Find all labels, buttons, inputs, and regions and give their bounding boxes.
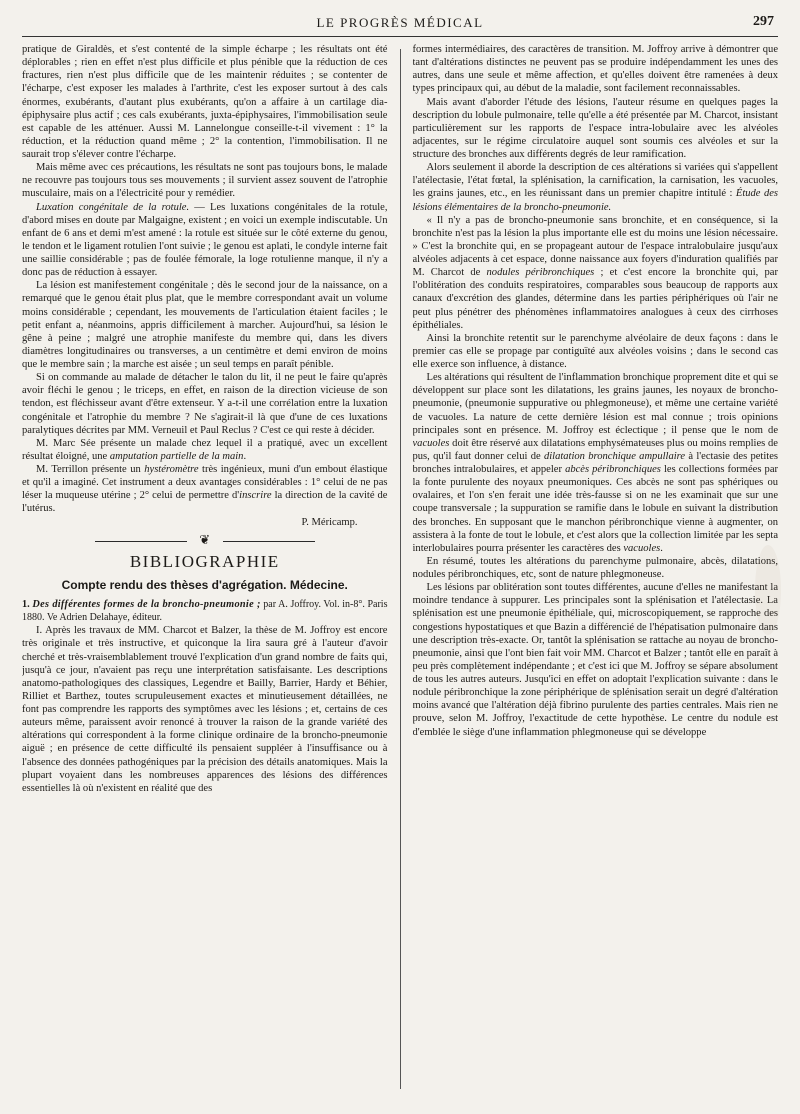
emphasis: dilatation bronchique ampullaire <box>543 450 686 462</box>
text-run: Alors seulement il aborde la description de ces altérations si variées qui s'appellent l'atélectasie, l'état fœtal, la splénisation, la carnification, la carnisation, les vacuoles, les grains jaunes, etc., en les réunissant dans un premier chapitre intitulé : <box>412 162 778 200</box>
emphasis: abcès péribronchiques <box>565 464 661 475</box>
section-title: BIBLIOGRAPHIE <box>129 551 280 571</box>
paper-stain <box>755 545 781 635</box>
right-column <box>413 43 779 1107</box>
paragraph: Les lésions par oblitération sont toutes différentes, aucune d'elles ne manifestant la moindre tendance à suppurer. Les principales sont la splénisation et l'atélectasie. La splénisation est une pneumonie épithéliale, qui, microscopiquement, se rapproche des congestions hypostatiques et que Bazin a différencié de l'hépatisation pulmonaire dans une description très-exacte. Or, tantôt la splénisation se rattache au noyau de broncho-pneumonie, ainsi que l'ont bien fait voir MM. Charcot et Balzer ; tantôt elle en paraît à peu près complètement indépendante ; et c'est ici que M. Joffroy se sépare absolument de tous les autres auteurs. Jusqu'ici en effet on adoptait l'explication suivante : dans le nodule péribronchique la zone périphérique de splénisation serait un degré d'altération moins avancé que l'altération déjà fibrino purulente des parties centrales. Mais rien ne prouve, selon M. Joffroy, l'exactitude de cette hypothèse. Le centre du nodule est d'emblée le siège d'une inflammation phlegmoneuse qui se développe <box>412 582 778 738</box>
emphasis: amputation partielle de la main <box>109 450 244 462</box>
subsection-title: Compte rendu des thèses d'agrégation. Médecine. <box>61 577 348 592</box>
text-run: ; et c'est encore la bronchite qui, par l'oblitération des conduits respiratoires, comparables sous beaucoup de rapports aux canaux d'excrétion des glandes, détermine dans les parties périphériques où l'air ne peut plus pénétrer des phénomènes inflammatoires analogues à ceux des cirrhoses épithéliales. <box>412 267 778 331</box>
text-run: à l'ectasie des petites bronches intralobulaires, et appeler <box>412 450 778 475</box>
paragraph: La lésion est manifestement congénitale ; dès le second jour de la naissance, on a remarqué que le genou était plus plat, que le membre correspondant avait un volume moins considérable ; cependant, les mouvements de l'articulation étaient faciles ; le petit enfant a, néanmoins, appris difficilement à marcher. Aujourd'hui, sa lésion le gêne à peine ; malgré une atrophie manifeste du membre qui, dans les divers diamètres longitudinaires ou transverses, a un centimètre et demi environ de moins que le membre sain ; la marche est aisée ; un seul temps en paraît pénible. <box>22 280 388 370</box>
page-number: 297 <box>753 14 774 29</box>
emphasis: vacuoles <box>623 542 661 554</box>
paragraph: formes intermédiaires, des caractères de transition. M. Joffroy arrive à démontrer que tant d'altérations distinctes ne peuvent pas se produire indépendamment les unes des autres, dans une seule et même affection, et qu'elles doivent être ramenées à deux types principaux qui, au début de la maladie, sont facilement reconnaissables. <box>412 44 778 95</box>
ornament-rule-left <box>95 541 187 542</box>
two-column-body <box>22 43 778 1107</box>
section-ornament <box>95 531 315 547</box>
paragraph: En résumé, toutes les altérations du parenchyme pulmonaire, abcès, dilatations, nodules péribronchiques, etc, sont de nature phlegmoneuse. <box>412 555 778 580</box>
paragraph: Mais même avec ces précautions, les résultats ne sont pas toujours bons, le malade ne recouvre pas toujours tous ses mouvements ; il survient assez souvent de l'atrophie musculaire, mais on a l'électricité pour y remédier. <box>22 162 388 200</box>
entry-number: 1. <box>22 598 30 610</box>
text-run: doit être réservé aux dilatations emphysémateuses plus ou moins remplies de pus, qu'il faut donner celui de <box>412 437 778 462</box>
paragraph <box>413 214 779 332</box>
paragraph-terrillon <box>22 463 388 516</box>
emphasis: inscrire <box>239 490 272 502</box>
emphasis: Étude des lésions élémentaires de la broncho-pneumonie. <box>412 188 778 213</box>
text-run: la direction de la cavité de l'utérus. <box>22 490 388 515</box>
flourish-icon: ❦ <box>199 531 211 547</box>
author-name: M. Terrillon <box>36 464 89 475</box>
paragraph: I. Après les travaux de MM. Charcot et Balzer, la thèse de M. Joffroy est encore très originale et très instructive, et quiconque la lira saura gré à l'auteur d'avoir cherché et très-vraisemblablement trouvé l'explication d'un grand nombre de faits qui, jusqu'à ce jour, n'avaient pas reçu une interprétation satisfaisante. Les descriptions anatomo-pathologiques des classiques, Legendre et Bailly, Barrier, Hardy et Béhier, Rilliet et Barthez, toutes scrupuleusement exactes et minutieusement détaillées, ne font pas comprendre les rapports des symptômes avec les lésions ; et, certains de ces auteurs même, paraissent avoir renoncé à trouver la raison de la grande variété des altérations qui correspondent à la forme clinique ordinaire de la broncho-pneumonie aiguë ; en présence de cette difficulté ils pensaient suppléer à l'insuffisance ou à l'absence des données pathogéniques par la précision des détails anatomiques. Mais la plupart voyaient dans les nombreuses apparences des lésions des différences essentielles là où n'existent en réalité que des <box>22 625 388 794</box>
left-column <box>22 43 388 1107</box>
entry-title: Des différentes formes de la broncho-pneumonie ; <box>32 598 261 610</box>
paragraph: pratique de Giraldès, et s'est contenté de la simple écharpe ; les résultats ont été déplorables ; rien en effet n'est plus difficile et plus pénible que la réduction de ces fractures, rien n'est plus difficile que de les maintenir réduites ; se contenter de l'écharpe, c'est exposer les malades à l'arthrite, c'est les exposer surtout à des cals énormes, exubérants, d'autant plus exubérants, qu'on a affaire à un cartilage dia-épiphysaire plus actif ; ces cals exubérants, juxta-épiphysaires, l'immobilisation seule est capable de les atténuer. Aussi M. Lannelongue conseille-t-il vivement : 1° la réduction, et la réduction quand même ; 2° la contention, l'immobilisation. Il ne saurait trop s'élever contre l'écharpe. <box>22 44 388 160</box>
emphasis: nodules péribronchiques <box>486 267 595 279</box>
paragraph-luxation <box>22 201 388 280</box>
text-run: présente un malade chez lequel il a pratiqué, avec un excellent résultat éloigné, une <box>22 437 388 462</box>
paragraph: Si on commande au malade de détacher le talon du lit, il ne peut le faire qu'après avoir fléchi le genou ; le triceps, en effet, en raison de la direction vicieuse de son tendon, est fléchisseur avant d'être extenseur. Y a-t-il une corrélation entre la luxation congénitale et l'atrophie du membre ? Ne s'agirait-il là que d'une de ces luxations paralytiques décrites par MM. Verneuil et Paul Reclus ? C'est ce qui reste à décider. <box>22 372 388 436</box>
author-name: M. Marc Sée <box>36 437 96 449</box>
paragraph-marc-see <box>22 437 388 463</box>
paragraph: Mais avant d'aborder l'étude des lésions, l'auteur résume en quelques pages la description du lobule pulmonaire, telle qu'elle a été présentée par M. Charcot, insistant particulièrement sur les rapports de l'espace intra-lobulaire avec les alvéoles adjacentes, sur le régime circulatoire auquel sont soumis ces alvéoles et sur la structure des bronches aux différents degrés de leur ramification. <box>412 96 778 160</box>
paragraph: Ainsi la bronchite retentit sur le parenchyme alvéolaire de deux façons : dans le premier cas elle se propage par contiguïté aux alvéoles voisins ; dans le second cas elle exerce son influence, à distance. <box>412 332 778 370</box>
bibliography-entry <box>22 599 388 625</box>
emphasis: hystéromètre <box>144 464 199 475</box>
column-divider <box>400 49 401 1089</box>
text-run: très ingénieux, muni d'un embout élastique et qu'il a imaginé. Cet instrument a deux avantages considérables : 1° celui de ne pas léser la muqueuse utérine ; 2° celui de permettre d' <box>22 464 388 502</box>
text-run: Les altérations qui résultent de l'inflammation bronchique proprement dite et qui se développent sur place sont les dilatations, les grains jaunes, les noyaux de broncho-pneumonie, (pneumonie suppurative ou phlegmoneuse), et même une certaine variété de vacuoles. La nature de cette dernière lésion est mal connue ; trois opinions principales sont en présence. M. Joffroy est éclectique ; il pense que le nom de <box>412 372 778 436</box>
text-run: . <box>660 542 663 554</box>
running-header <box>22 14 778 37</box>
luxation-title: Luxation congénitale de la rotule. <box>36 201 190 213</box>
ornament-rule-right <box>223 541 315 542</box>
text-run: les collections formées par la fonte purulente des noyaux pneumoniques. Ces abcès ne sont pas sphériques ou ovalaires, et l'on s'en ferait une idée très-fausse si on ne les examinait que sur une coupe transversale ; la suppuration se ramifie dans le lobule en suivant la distribution des bronches. En supposant que le manchon péribronchique vienne à augmenter, on assistera à la fonte de tout le lobule, et c'est alors que la collection limitée par les septa interlobulaires pourra présenter les caractères des <box>412 464 778 554</box>
journal-title: LE PROGRÈS MÉDICAL <box>316 15 484 30</box>
paragraph <box>413 371 779 555</box>
signature: P. Méricamp. <box>301 516 358 528</box>
text-run: présente un <box>88 464 145 475</box>
signature-line <box>22 516 388 529</box>
luxation-text: — Les luxations congénitales de la rotule, d'abord mises en doute par Malgaigne, existent ; en voici un exemple indiscutable. Un enfant de 6 ans et demi m'est amené : la rotule est située sur le côté externe du genou, le tendon et le ligament rotulien l'ont suivie ; le genou est aplati, le condyle interne fait une saillie considérable ; pas de foulée fémorale, la loge rotulienne manque, il n'y a donc pas de réduction à essayer. <box>22 201 388 279</box>
text-run: « Il n'y a pas de broncho-pneumonie sans bronchite, et en conséquence, si la bronchite n'est pas la lésion la plus importante elle est du moins une lésion nécessaire. » C'est la bronchite qui, en se propageant autour de l'espace intralobulaire jusqu'aux alvéoles adjacents à cet espace, donne naissance aux foyers d'induration qualifiés par M. Charcot de <box>412 214 778 279</box>
paragraph <box>413 161 779 214</box>
entry-meta: par A. Joffroy. Vol. in-8°. Paris 1880. Ve Adrien Delahaye, éditeur. <box>22 598 388 623</box>
emphasis: vacuoles <box>412 437 450 449</box>
text-run: . <box>243 450 247 462</box>
